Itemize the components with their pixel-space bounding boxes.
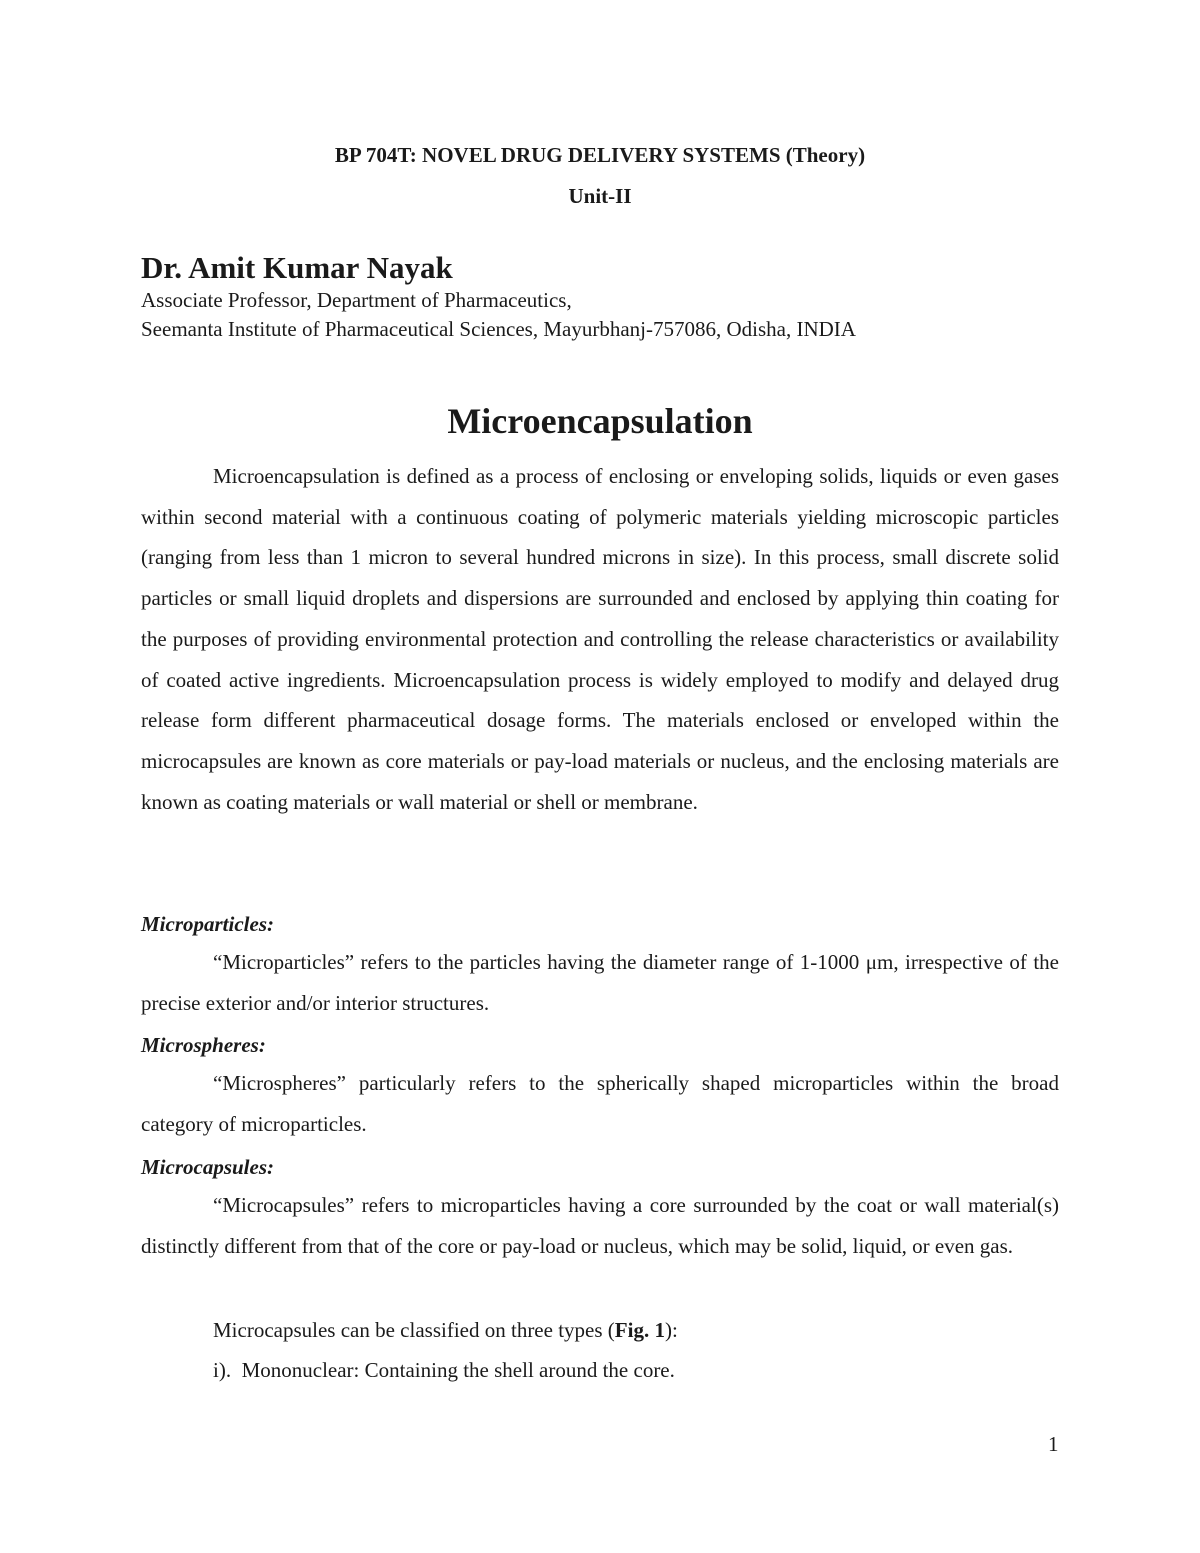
heading-microspheres: Microspheres: bbox=[141, 1033, 266, 1057]
definition-microparticles: “Microparticles” refers to the particles having the diameter range of 1-1000 μm, irrespective of the precise exterior and/or interior structures. bbox=[141, 950, 1059, 1015]
classification-intro bbox=[213, 1318, 678, 1343]
figure-reference: Fig. 1 bbox=[614, 1318, 665, 1342]
author-name: Dr. Amit Kumar Nayak bbox=[141, 250, 453, 285]
classification-intro-prefix: Microcapsules can be classified on three types ( bbox=[213, 1318, 615, 1342]
definition-microspheres: “Microspheres” particularly refers to the spherically shaped microparticles within the broad category of microparticles. bbox=[141, 1071, 1059, 1136]
author-position: Associate Professor, Department of Pharmaceutics, bbox=[141, 288, 572, 312]
author-institution: Seemanta Institute of Pharmaceutical Sciences, Mayurbhanj-757086, Odisha, INDIA bbox=[141, 317, 856, 341]
course-title: BP 704T: NOVEL DRUG DELIVERY SYSTEMS (Theory) bbox=[334, 143, 866, 167]
classification-intro-suffix: ): bbox=[664, 1318, 678, 1342]
heading-microparticles: Microparticles: bbox=[141, 912, 274, 936]
unit-label: Unit-II bbox=[568, 184, 632, 208]
page-number: 1 bbox=[1048, 1432, 1059, 1456]
list-item: i). Mononuclear: Containing the shell around the core. bbox=[213, 1358, 675, 1382]
definition-microcapsules: “Microcapsules” refers to microparticles having a core surrounded by the coat or wall material(s) distinctly different from that of the core or pay-load or nucleus, which may be solid, liquid, or even gas. bbox=[141, 1193, 1059, 1258]
author-block bbox=[141, 250, 1061, 344]
heading-microcapsules: Microcapsules: bbox=[141, 1155, 274, 1179]
intro-paragraph: Microencapsulation is defined as a process of enclosing or enveloping solids, liquids or even gases within second material with a continuous coating of polymeric materials yielding microscopic particles (ranging from less than 1 micron to several hundred microns in size). In this process, small discrete solid particles or small liquid droplets and dispersions are surrounded and enclosed by applying thin coating for the purposes of providing environmental protection and controlling the release characteristics or availability of coated active ingredients. Microencapsulation process is widely employed to modify and delayed drug release form different pharmaceutical dosage forms. The materials enclosed or enveloped within the microcapsules are known as core materials or pay-load materials or nucleus, and the enclosing materials are known as coating materials or wall material or shell or membrane. bbox=[141, 464, 1059, 814]
section-title: Microencapsulation bbox=[447, 401, 753, 441]
